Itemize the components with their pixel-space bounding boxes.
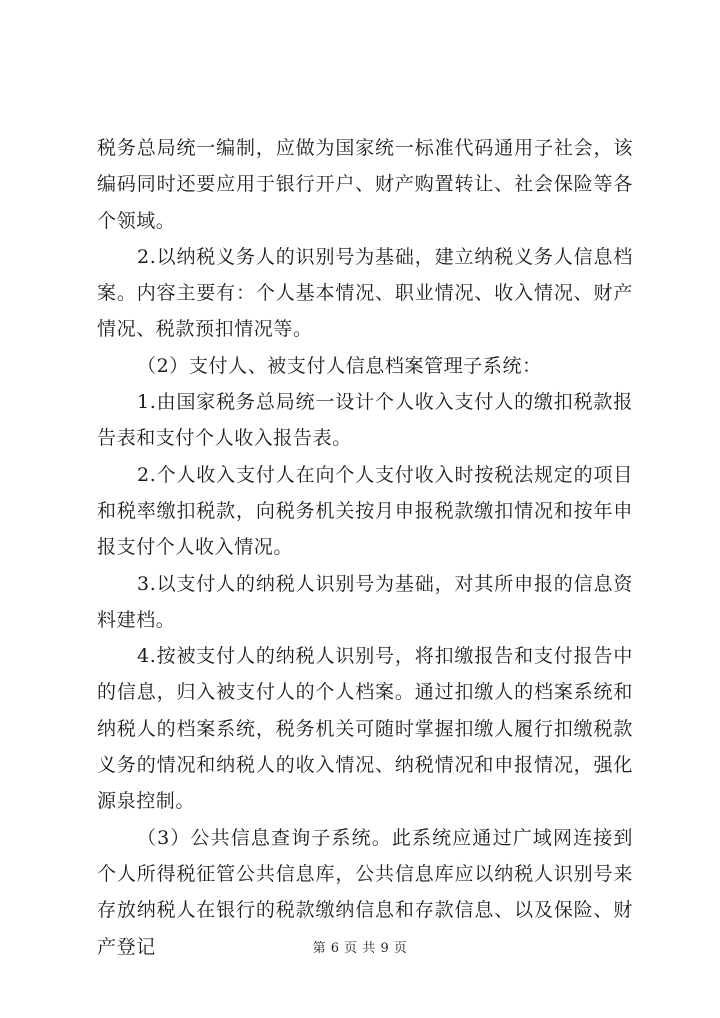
- paragraph-item-3-payer-archive: 3.以支付人的纳税人识别号为基础，对其所申报的信息资料建档。: [97, 572, 633, 631]
- paragraph-item-1-report-forms: 1.由国家税务总局统一设计个人收入支付人的缴扣税款报告表和支付个人收入报告表。: [97, 391, 633, 450]
- page-footer: 第 6 页 共 9 页: [312, 941, 408, 956]
- paragraph-item-2-withholding: 2.个人收入支付人在向个人支付收入时按税法规定的项目和税率缴扣税款，向税务机关按月申报税款缴扣情况和按年申报支付个人收入情况。: [97, 463, 633, 559]
- document-body: [97, 130, 633, 965]
- paragraph-item-4-payee-archive: 4.按被支付人的纳税人识别号，将扣缴报告和支付报告中的信息，归入被支付人的个人档案。通过扣缴人的档案系统和纳税人的档案系统，税务机关可随时掌握扣缴人履行扣缴税款义务的情况和纳税人的收入情况、纳税情况和申报情况，强化源泉控制。: [97, 645, 633, 813]
- paragraph-heading-public-query: （3）公共信息查询子系统。此系统应通过广域网连接到个人所得税征管公共信息库，公共信息库应以纳税人识别号来存放纳税人在银行的税款缴纳信息和存款信息、以及保险、财产登记: [97, 826, 633, 958]
- paragraph-continuation: 税务总局统一编制，应做为国家统一标准代码通用子社会，该编码同时还要应用于银行开户、财产购置转让、社会保险等各个领域。: [97, 137, 633, 232]
- paragraph-item-2-taxpayer-archive: 2.以纳税义务人的识别号为基础，建立纳税义务人信息档案。内容主要有：个人基本情况、职业情况、收入情况、财产情况、税款预扣情况等。: [97, 245, 633, 341]
- paragraph-heading-payer-subsystem: （2）支付人、被支付人信息档案管理子系统：: [137, 354, 542, 377]
